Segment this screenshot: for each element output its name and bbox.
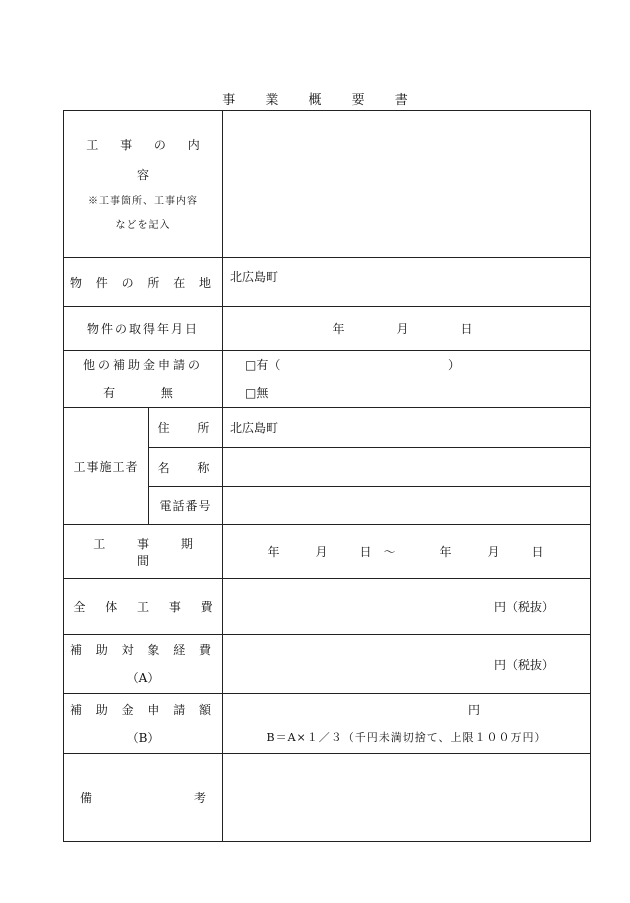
contractor-name-value[interactable]	[223, 448, 591, 487]
period-tilde: ～	[383, 545, 396, 559]
row-total-cost	[64, 579, 591, 635]
period-end-year-unit: 年	[439, 545, 452, 559]
contractor-address-value[interactable]: 北広島町	[223, 408, 591, 448]
acq-day-unit: 日	[460, 322, 473, 336]
other-subsidy-label1: 他の補助金申請の	[83, 358, 204, 372]
subsidy-formula-note: B＝A×１／３（千円未満切捨て、上限１００万円）	[266, 730, 547, 744]
eligible-cost-label-cell	[64, 635, 223, 694]
contractor-phone-value[interactable]	[223, 487, 591, 525]
acq-month-unit: 月	[396, 322, 409, 336]
row-eligible-cost	[64, 635, 591, 694]
row-work-period	[64, 525, 591, 579]
total-cost-label: 全 体 工 事 費	[64, 579, 223, 635]
period-start-month-unit: 月	[315, 545, 328, 559]
period-start-day-unit: 日	[359, 545, 372, 559]
summary-form-table	[63, 110, 591, 842]
row-acquisition-date	[64, 307, 591, 351]
row-subsidy-amount	[64, 694, 591, 754]
location-label: 物 件 の 所 在 地	[64, 258, 223, 307]
acquisition-date-label: 物件の取得年月日	[64, 307, 223, 351]
remarks-label-b: 考	[194, 791, 207, 805]
subsidy-amount-label2: （B）	[126, 730, 160, 745]
eligible-cost-label2: （A）	[126, 671, 160, 685]
work-content-label-cell	[64, 111, 223, 258]
eligible-cost-value[interactable]	[223, 635, 591, 694]
remarks-value[interactable]	[223, 754, 591, 842]
row-location	[64, 258, 591, 307]
subsidy-amount-label1: 補 助 金 申 請 額	[69, 702, 217, 717]
other-subsidy-options	[223, 351, 591, 408]
acq-year-unit: 年	[332, 322, 345, 336]
work-content-note1: ※工事箇所、工事内容	[88, 196, 198, 207]
work-period-label: 工 事 期 間	[64, 525, 223, 579]
remarks-label-cell	[64, 754, 223, 842]
contractor-phone-label: 電話番号	[149, 487, 223, 525]
subsidy-amount-value[interactable]	[223, 694, 591, 754]
subsidy-amount-label-cell	[64, 694, 223, 754]
period-start-year-unit: 年	[267, 545, 280, 559]
row-contractor-address	[64, 408, 591, 448]
yes-close-paren: ）	[448, 358, 461, 372]
eligible-cost-unit: 円（税抜）	[494, 657, 555, 672]
other-subsidy-no-option[interactable]: □無	[245, 386, 269, 400]
period-end-day-unit: 日	[531, 545, 544, 559]
total-cost-unit: 円（税抜）	[494, 600, 555, 614]
remarks-label-a: 備	[80, 791, 93, 805]
other-subsidy-label2: 有 無	[103, 386, 183, 400]
document-title: 事 業 概 要 書	[222, 93, 421, 108]
work-content-value[interactable]	[223, 111, 591, 258]
work-content-note2: などを記入	[115, 220, 171, 231]
row-remarks	[64, 754, 591, 842]
period-end-month-unit: 月	[487, 545, 500, 559]
other-subsidy-yes-option[interactable]	[223, 351, 590, 379]
contractor-label: 工事施工者	[64, 408, 149, 525]
work-content-label: 工 事 の 内 容	[86, 138, 209, 182]
total-cost-value[interactable]	[223, 579, 591, 635]
eligible-cost-label1: 補 助 対 象 経 費	[69, 643, 217, 657]
row-work-content	[64, 111, 591, 258]
contractor-name-label: 名 称	[149, 448, 223, 487]
yes-checkbox-label: □有（	[245, 358, 281, 372]
acquisition-date-value[interactable]	[223, 307, 591, 351]
location-value[interactable]: 北広島町	[223, 258, 591, 307]
row-other-subsidy	[64, 351, 591, 408]
contractor-address-label: 住 所	[149, 408, 223, 448]
work-period-value[interactable]	[223, 525, 591, 579]
subsidy-amount-unit: 円	[468, 702, 481, 717]
other-subsidy-label-cell	[64, 351, 223, 408]
